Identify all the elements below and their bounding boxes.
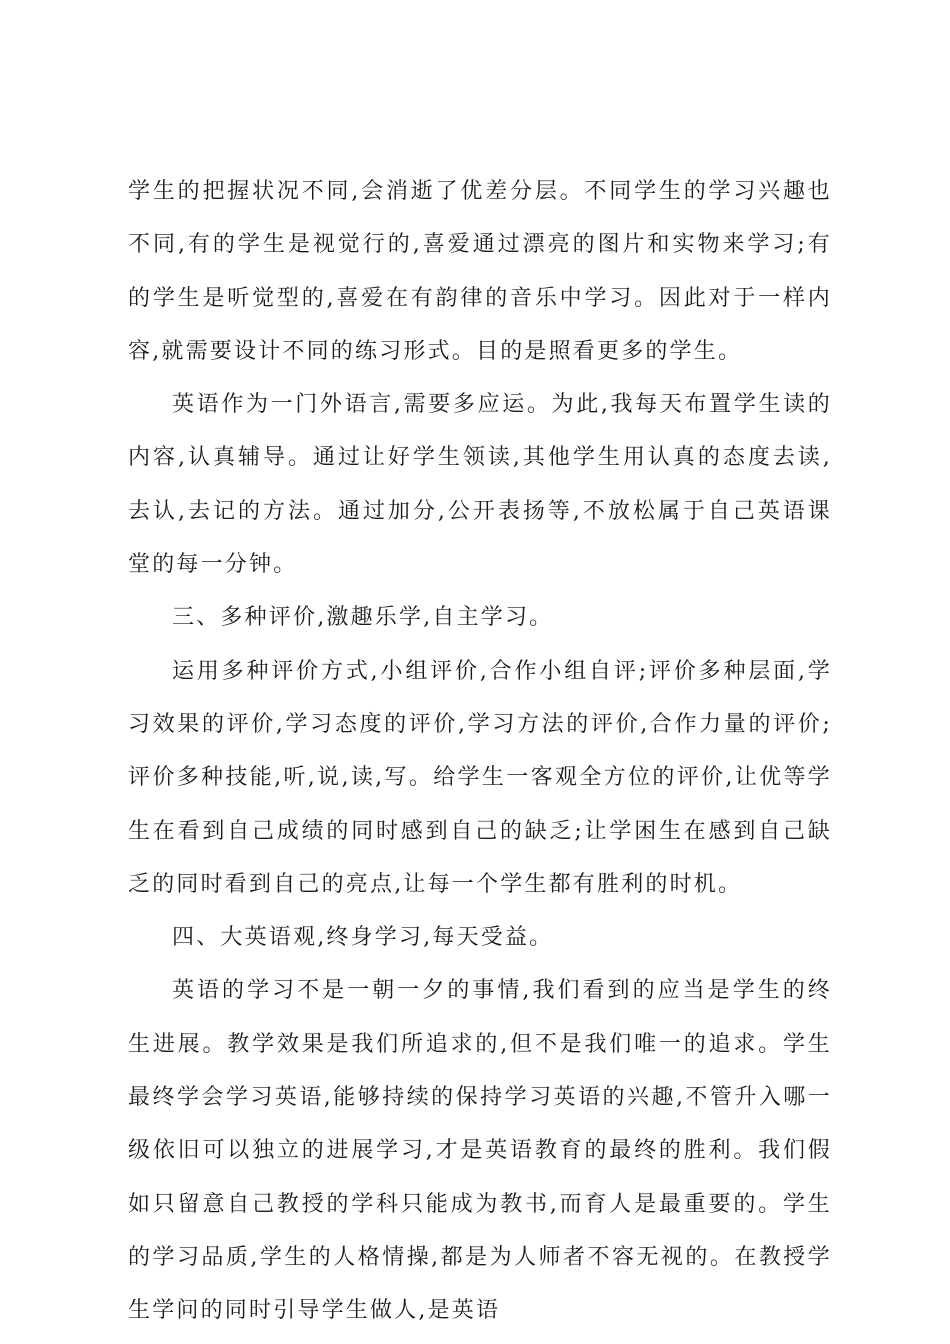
document-body bbox=[128, 165, 832, 1338]
section-heading-lifelong-learning: 四、大英语观,终身学习,每天受益。 bbox=[172, 925, 554, 951]
paragraph-continuation: 学生的把握状况不同,会消逝了优差分层。不同学生的学习兴趣也不同,有的学生是视觉行的,喜爱通过漂亮的图片和实物来学习;有的学生是听觉型的,喜爱在有韵律的音乐中学习。因此对于一样内容,就需要设计不同的练习形式。目的是照看更多的学生。 bbox=[128, 179, 832, 364]
paragraph-lifelong-learning: 英语的学习不是一朝一夕的事情,我们看到的应当是学生的终生进展。教学效果是我们所追求的,但不是我们唯一的追求。学生最终学会学习英语,能够持续的保持学习英语的兴趣,不管升入哪一级依旧可以独立的进展学习,才是英语教育的最终的胜利。我们假如只留意自己教授的学科只能成为教书,而育人是最重要的。学生的学习品质,学生的人格情操,都是为人师者不容无视的。在教授学生学问的同时引导学生做人,是英语 bbox=[128, 978, 832, 1324]
paragraph-english-practice: 英语作为一门外语言,需要多应运。为此,我每天布置学生读的内容,认真辅导。通过让好学生领读,其他学生用认真的态度去读,去认,去记的方法。通过加分,公开表扬等,不放松属于自己英语课堂的每一分钟。 bbox=[128, 392, 832, 578]
section-heading-evaluation: 三、多种评价,激趣乐学,自主学习。 bbox=[172, 605, 554, 631]
paragraph-evaluation: 运用多种评价方式,小组评价,合作小组自评;评价多种层面,学习效果的评价,学习态度的评价,学习方法的评价,合作力量的评价;评价多种技能,听,说,读,写。给学生一客观全方位的评价,让优等学生在看到自己成绩的同时感到自己的缺乏;让学困生在感到自己缺乏的同时看到自己的亮点,让每一个学生都有胜利的时机。 bbox=[128, 658, 832, 897]
